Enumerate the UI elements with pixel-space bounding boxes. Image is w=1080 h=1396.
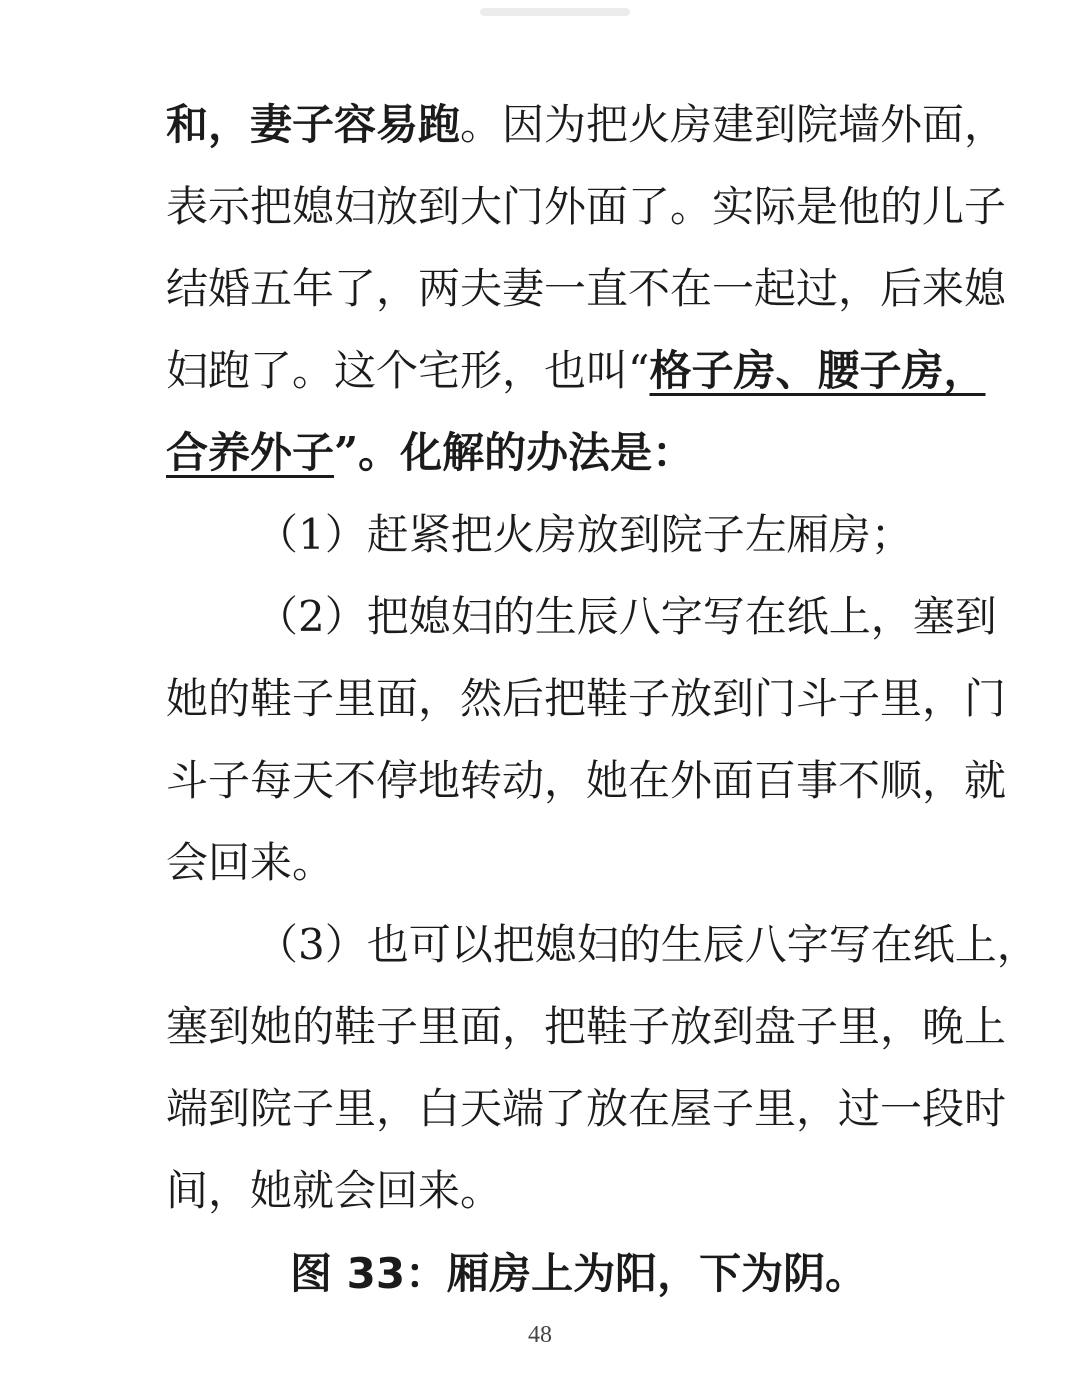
- item-3-line-1: （3）也可以把媳妇的生辰八字写在纸上，: [256, 920, 1039, 969]
- paragraph-1-line-4: [166, 342, 986, 400]
- bold-text: 和，妻子容易跑: [166, 100, 461, 149]
- item-2-line-3: 斗子每天不停地转动，她在外面百事不顺，就: [166, 756, 1007, 805]
- paragraph-1-line-2: 表示把媳妇放到大门外面了。实际是他的儿子: [166, 182, 1007, 231]
- item-3-line-3: 端到院子里，白天端了放在屋子里，过一段时: [166, 1084, 1007, 1133]
- scan-mark: [480, 8, 630, 16]
- underlined-term: 合养外子: [166, 428, 335, 477]
- figure-caption: 图 33：厢房上为阳，下为阴。: [290, 1249, 868, 1298]
- item-2-line-1: （2）把媳妇的生辰八字写在纸上，塞到: [256, 592, 997, 641]
- paragraph-1-line-5: [166, 424, 946, 482]
- page-number: 48: [528, 1322, 552, 1348]
- item-1-line-1: （1）赶紧把火房放到院子左厢房；: [256, 510, 913, 559]
- body-text: 。因为把火房建到院墙外面，: [460, 100, 1007, 149]
- item-2-line-4: 会回来。: [166, 838, 335, 887]
- body-text: 妇跑了。这个宅形，也叫“: [166, 346, 650, 395]
- underlined-term: 格子房、腰子房，: [649, 346, 986, 395]
- body-text: ”。化解的办法是：: [334, 428, 695, 477]
- item-2-line-2: 她的鞋子里面，然后把鞋子放到门斗子里，门: [166, 674, 1007, 723]
- item-3-line-4: 间，她就会回来。: [166, 1166, 503, 1215]
- item-3-line-2: 塞到她的鞋子里面，把鞋子放到盘子里，晚上: [166, 1002, 1007, 1051]
- paragraph-1-line-3: 结婚五年了，两夫妻一直不在一起过，后来媳: [166, 264, 1007, 313]
- paragraph-1-line-1: [166, 96, 1007, 154]
